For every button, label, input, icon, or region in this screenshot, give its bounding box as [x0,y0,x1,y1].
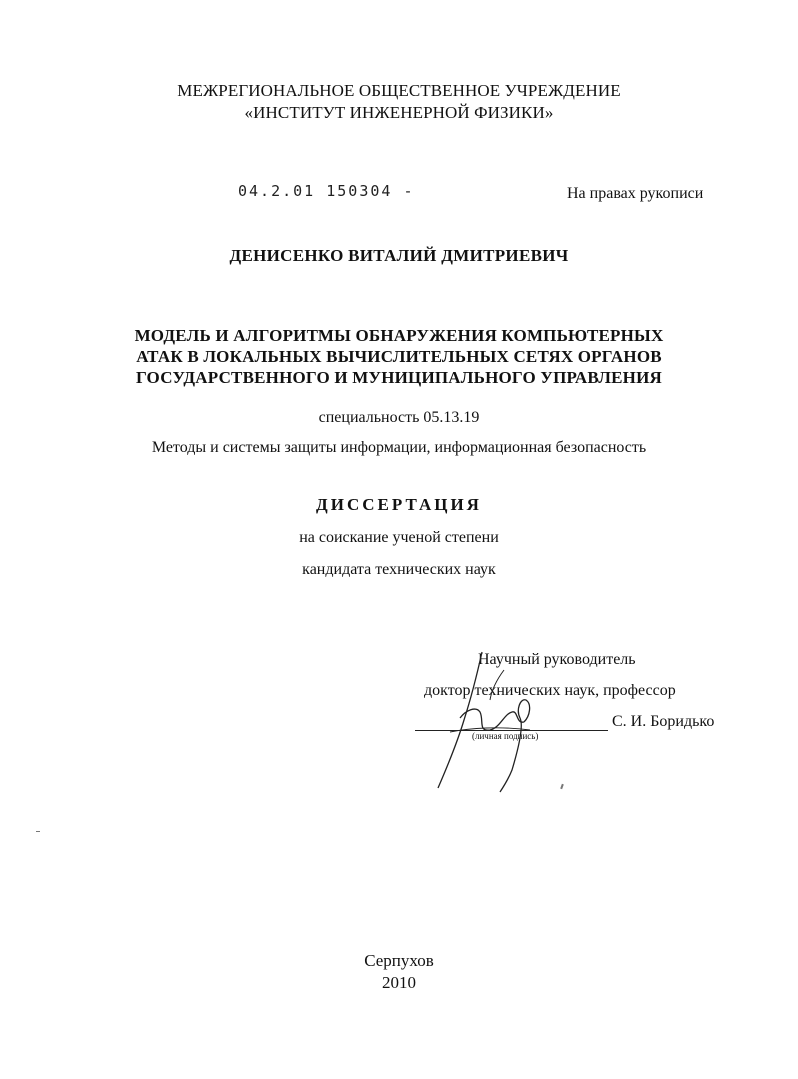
institution-line-2: «ИНСТИТУТ ИНЖЕНЕРНОЙ ФИЗИКИ» [244,103,554,122]
author-name: ДЕНИСЕНКО ВИТАЛИЙ ДМИТРИЕВИЧ [229,246,569,265]
specialty-name: Методы и системы защиты информации, информационная безопасность [151,439,647,456]
title-line-3: ГОСУДАРСТВЕННОГО И МУНИЦИПАЛЬНОГО УПРАВЛЕНИЯ [135,368,663,387]
degree-line-1: на соискание ученой степени [299,529,499,546]
year: 2010 [382,973,416,992]
degree-line-2: кандидата технических наук [302,561,496,578]
supervisor-name: С. И. Боридько [612,713,715,730]
city: Серпухов [364,951,434,970]
rights-note: На правах рукописи [567,185,704,202]
supervisor-title: Научный руководитель [478,651,636,668]
dissertation-title [0,325,798,388]
specialty-code: специальность 05.13.19 [318,409,480,426]
document-type: ДИССЕРТАЦИЯ [316,495,482,514]
handwritten-signature [420,640,590,800]
supervisor-degree: доктор технических наук, профессор [424,682,676,699]
institution-line-1: МЕЖРЕГИОНАЛЬНОЕ ОБЩЕСТВЕННОЕ УЧРЕЖДЕНИЕ [177,81,621,100]
scan-speck [36,831,40,832]
signature-caption: (личная подпись) [472,731,539,741]
title-line-1: МОДЕЛЬ И АЛГОРИТМЫ ОБНАРУЖЕНИЯ КОМПЬЮТЕРНЫХ [134,326,664,345]
registration-stamp: 04.2.01 150304 - [238,182,415,200]
title-line-2: АТАК В ЛОКАЛЬНЫХ ВЫЧИСЛИТЕЛЬНЫХ СЕТЯХ ОРГАНОВ [136,347,662,366]
institution-block [0,80,798,124]
